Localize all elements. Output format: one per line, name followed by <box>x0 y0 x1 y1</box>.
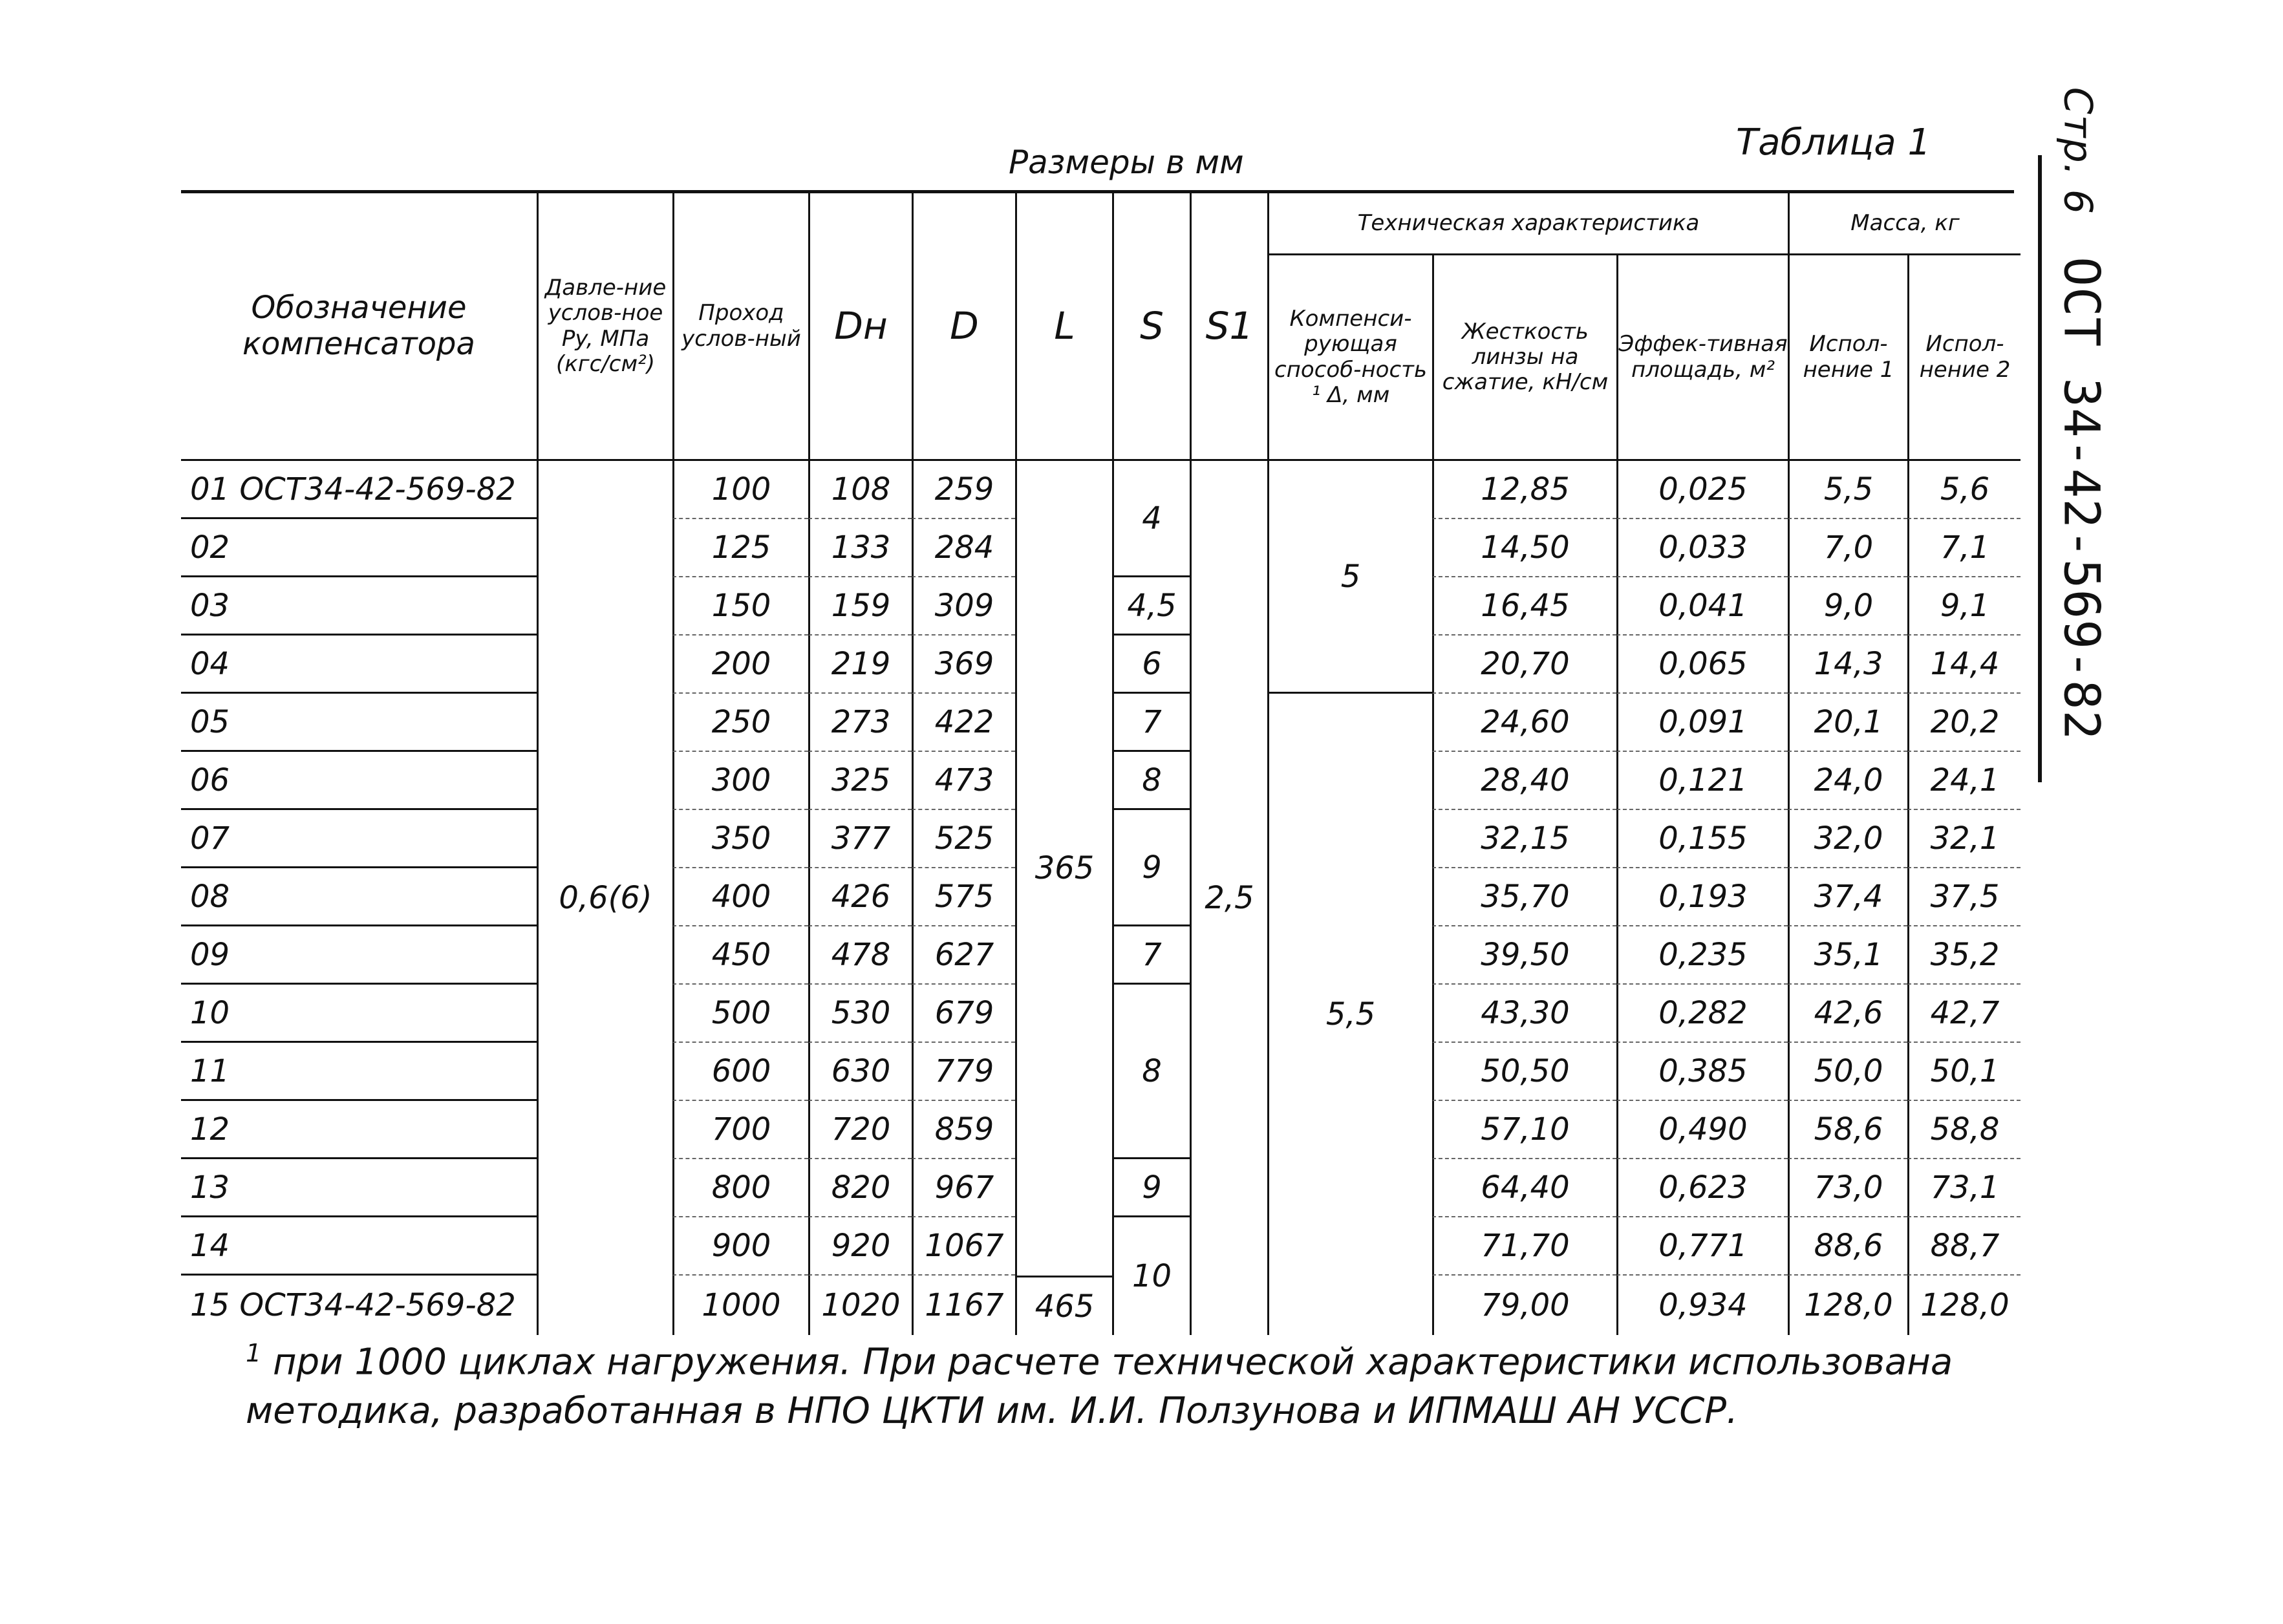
side-rule <box>2038 155 2042 782</box>
row-dy: 125 <box>672 519 808 577</box>
row-designation: 08 <box>181 868 537 926</box>
row-dy: 200 <box>672 636 808 694</box>
row-area: 0,065 <box>1616 636 1788 694</box>
s-value: 7 <box>1112 926 1190 985</box>
row-designation: 03 <box>181 577 537 636</box>
l-value-main: 365 <box>1015 461 1112 1276</box>
row-dn: 1020 <box>808 1276 912 1335</box>
s-value: 8 <box>1112 985 1190 1159</box>
row-area: 0,623 <box>1616 1159 1788 1217</box>
pressure-value: 0,6(6) <box>537 461 672 1335</box>
row-mass-exec2: 73,1 <box>1907 1159 2020 1217</box>
row-area: 0,155 <box>1616 810 1788 868</box>
row-mass-exec1: 7,0 <box>1788 519 1907 577</box>
row-dn: 478 <box>808 926 912 985</box>
row-d: 859 <box>912 1101 1015 1159</box>
header-comp-ability: Компенси-рующая способ-ность ¹ Δ, мм <box>1267 255 1432 461</box>
row-stiffness: 50,50 <box>1432 1043 1616 1101</box>
header-exec1: Испол-нение 1 <box>1788 255 1907 461</box>
row-mass-exec2: 32,1 <box>1907 810 2020 868</box>
row-mass-exec2: 128,0 <box>1907 1276 2020 1335</box>
row-mass-exec2: 9,1 <box>1907 577 2020 636</box>
row-designation: 09 <box>181 926 537 985</box>
row-stiffness: 20,70 <box>1432 636 1616 694</box>
row-area: 0,771 <box>1616 1217 1788 1276</box>
row-d: 679 <box>912 985 1015 1043</box>
s1-value: 2,5 <box>1190 461 1267 1335</box>
row-area: 0,282 <box>1616 985 1788 1043</box>
row-stiffness: 24,60 <box>1432 694 1616 752</box>
row-dn: 630 <box>808 1043 912 1101</box>
side-document-code: ОСТ 34-42-569-82 <box>2053 257 2111 741</box>
row-stiffness: 12,85 <box>1432 461 1616 519</box>
row-mass-exec1: 58,6 <box>1788 1101 1907 1159</box>
row-stiffness: 14,50 <box>1432 519 1616 577</box>
row-area: 0,025 <box>1616 461 1788 519</box>
row-dn: 820 <box>808 1159 912 1217</box>
row-designation: 13 <box>181 1159 537 1217</box>
row-dn: 426 <box>808 868 912 926</box>
row-mass-exec1: 128,0 <box>1788 1276 1907 1335</box>
row-dy: 800 <box>672 1159 808 1217</box>
s-value: 8 <box>1112 752 1190 810</box>
row-mass-exec2: 5,6 <box>1907 461 2020 519</box>
header-passage: Проход услов-ный <box>672 193 808 461</box>
side-page-number: Стр. 6 <box>2055 87 2101 215</box>
row-designation: 04 <box>181 636 537 694</box>
row-designation: 02 <box>181 519 537 577</box>
header-designation: Обозначение компенсатора <box>181 193 537 461</box>
s-value: 4 <box>1112 461 1190 577</box>
row-mass-exec2: 58,8 <box>1907 1101 2020 1159</box>
row-d: 309 <box>912 577 1015 636</box>
row-designation: 01 ОСТ34-42-569-82 <box>181 461 537 519</box>
header-tech-group: Техническая характеристика <box>1267 193 1788 255</box>
row-dy: 300 <box>672 752 808 810</box>
row-dy: 1000 <box>672 1276 808 1335</box>
row-mass-exec1: 24,0 <box>1788 752 1907 810</box>
footnote-mark: 1 <box>246 1339 262 1367</box>
row-mass-exec2: 20,2 <box>1907 694 2020 752</box>
s-value: 10 <box>1112 1217 1190 1335</box>
row-dn: 108 <box>808 461 912 519</box>
row-dn: 159 <box>808 577 912 636</box>
row-area: 0,033 <box>1616 519 1788 577</box>
row-dy: 250 <box>672 694 808 752</box>
row-area: 0,235 <box>1616 926 1788 985</box>
row-dy: 100 <box>672 461 808 519</box>
row-dn: 325 <box>808 752 912 810</box>
row-designation: 12 <box>181 1101 537 1159</box>
header-exec2: Испол-нение 2 <box>1907 255 2020 461</box>
s-value: 9 <box>1112 1159 1190 1217</box>
s-value: 6 <box>1112 636 1190 694</box>
row-d: 284 <box>912 519 1015 577</box>
row-mass-exec1: 5,5 <box>1788 461 1907 519</box>
row-d: 369 <box>912 636 1015 694</box>
row-designation: 14 <box>181 1217 537 1276</box>
header-stiffness: Жесткость линзы на сжатие, кН/см <box>1432 255 1616 461</box>
header-d: D <box>912 193 1015 461</box>
row-area: 0,041 <box>1616 577 1788 636</box>
row-area: 0,121 <box>1616 752 1788 810</box>
row-stiffness: 57,10 <box>1432 1101 1616 1159</box>
row-mass-exec1: 20,1 <box>1788 694 1907 752</box>
l-value-last: 465 <box>1015 1276 1112 1335</box>
row-designation: 11 <box>181 1043 537 1101</box>
row-d: 259 <box>912 461 1015 519</box>
row-dy: 450 <box>672 926 808 985</box>
row-mass-exec1: 14,3 <box>1788 636 1907 694</box>
row-stiffness: 28,40 <box>1432 752 1616 810</box>
row-designation: 05 <box>181 694 537 752</box>
row-dy: 600 <box>672 1043 808 1101</box>
row-area: 0,091 <box>1616 694 1788 752</box>
header-pressure: Давле-ние услов-ное Py, МПа (кгс/см²) <box>537 193 672 461</box>
row-stiffness: 35,70 <box>1432 868 1616 926</box>
row-d: 1067 <box>912 1217 1015 1276</box>
row-mass-exec1: 50,0 <box>1788 1043 1907 1101</box>
row-d: 525 <box>912 810 1015 868</box>
row-mass-exec2: 42,7 <box>1907 985 2020 1043</box>
row-d: 575 <box>912 868 1015 926</box>
row-mass-exec1: 37,4 <box>1788 868 1907 926</box>
footnote <box>246 1337 2043 1436</box>
header-l: L <box>1015 193 1112 461</box>
row-area: 0,490 <box>1616 1101 1788 1159</box>
row-mass-exec2: 50,1 <box>1907 1043 2020 1101</box>
comp-ability-value: 5,5 <box>1267 694 1432 1335</box>
row-d: 422 <box>912 694 1015 752</box>
row-stiffness: 71,70 <box>1432 1217 1616 1276</box>
row-designation: 10 <box>181 985 537 1043</box>
row-dy: 900 <box>672 1217 808 1276</box>
row-stiffness: 43,30 <box>1432 985 1616 1043</box>
row-dy: 150 <box>672 577 808 636</box>
row-stiffness: 32,15 <box>1432 810 1616 868</box>
row-dy: 700 <box>672 1101 808 1159</box>
row-dn: 377 <box>808 810 912 868</box>
header-dn: Dн <box>808 193 912 461</box>
table-caption: Таблица 1 <box>1736 122 1931 164</box>
side-label <box>2053 87 2111 741</box>
footnote-text: при 1000 циклах нагружения. При расчете технической характеристики использована методика, разработанная в НПО ЦКТИ им. И.И. Ползунова и ИПМАШ АН УССР. <box>246 1341 1953 1433</box>
row-stiffness: 64,40 <box>1432 1159 1616 1217</box>
row-designation: 15 ОСТ34-42-569-82 <box>190 1287 516 1323</box>
row-d: 473 <box>912 752 1015 810</box>
row-d: 967 <box>912 1159 1015 1217</box>
row-dy: 400 <box>672 868 808 926</box>
row-dy: 350 <box>672 810 808 868</box>
row-d: 1167 <box>912 1276 1015 1335</box>
row-d: 627 <box>912 926 1015 985</box>
row-stiffness: 16,45 <box>1432 577 1616 636</box>
row-mass-exec2: 37,5 <box>1907 868 2020 926</box>
row-dn: 920 <box>808 1217 912 1276</box>
row-dn: 273 <box>808 694 912 752</box>
row-area: 0,934 <box>1616 1276 1788 1335</box>
s-value: 9 <box>1112 810 1190 926</box>
row-mass-exec2: 7,1 <box>1907 519 2020 577</box>
row-mass-exec1: 9,0 <box>1788 577 1907 636</box>
row-designation: 07 <box>181 810 537 868</box>
row-mass-exec1: 73,0 <box>1788 1159 1907 1217</box>
row-mass-exec1: 42,6 <box>1788 985 1907 1043</box>
row-mass-exec2: 14,4 <box>1907 636 2020 694</box>
row-mass-exec1: 88,6 <box>1788 1217 1907 1276</box>
row-area: 0,193 <box>1616 868 1788 926</box>
row-mass-exec2: 35,2 <box>1907 926 2020 985</box>
header-mass-group: Масса, кг <box>1788 193 2020 255</box>
header-area: Эффек-тивная площадь, м² <box>1616 255 1788 461</box>
row-stiffness: 79,00 <box>1432 1276 1616 1335</box>
row-dn: 530 <box>808 985 912 1043</box>
row-stiffness: 39,50 <box>1432 926 1616 985</box>
row-dn: 219 <box>808 636 912 694</box>
compensator-table <box>181 190 2014 1335</box>
row-area: 0,385 <box>1616 1043 1788 1101</box>
row-designation: 06 <box>181 752 537 810</box>
row-dn: 133 <box>808 519 912 577</box>
row-dn: 720 <box>808 1101 912 1159</box>
header-s1: S1 <box>1190 193 1267 461</box>
row-mass-exec2: 88,7 <box>1907 1217 2020 1276</box>
s-value: 4,5 <box>1112 577 1190 636</box>
row-mass-exec1: 32,0 <box>1788 810 1907 868</box>
comp-ability-value: 5 <box>1267 461 1432 694</box>
row-dy: 500 <box>672 985 808 1043</box>
header-s: S <box>1112 193 1190 461</box>
row-mass-exec1: 35,1 <box>1788 926 1907 985</box>
sizes-caption: Размеры в мм <box>1009 144 1244 181</box>
row-mass-exec2: 24,1 <box>1907 752 2020 810</box>
s-value: 7 <box>1112 694 1190 752</box>
row-d: 779 <box>912 1043 1015 1101</box>
